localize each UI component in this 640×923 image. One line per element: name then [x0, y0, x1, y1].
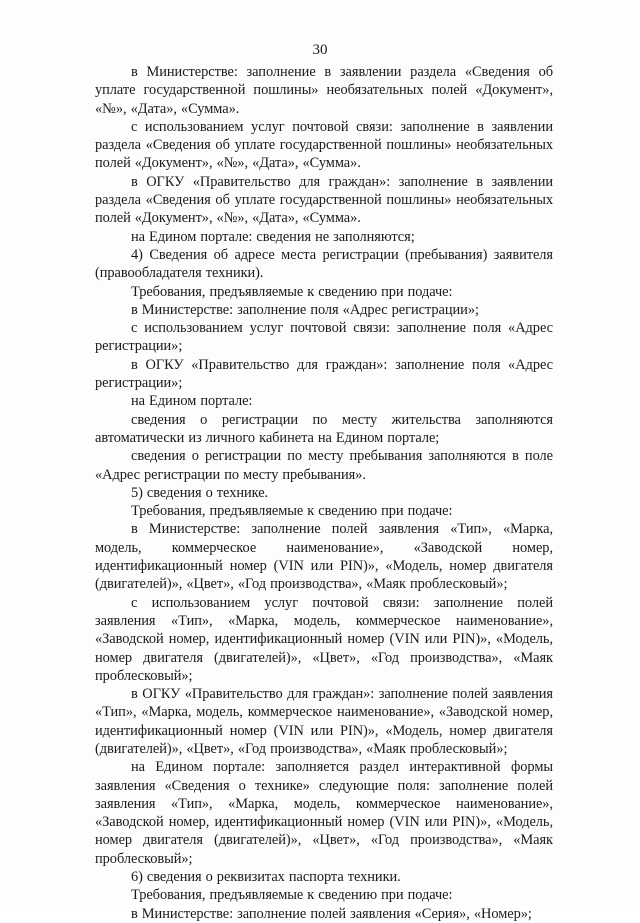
paragraph-requirements-6: Требования, предъявляемые к сведению при подаче:	[131, 887, 453, 904]
paragraph-postal-duty: с использованием услуг почтовой связи: заполнение в заявлении раздела «Сведения об уплате государственной пошлины» необязательных полей «Документ», «№», «Дата», «Сумма».	[95, 118, 553, 172]
paragraph-item-4-heading: 4) Сведения об адресе места регистрации (пребывания) заявителя (правообладателя техники).	[95, 246, 553, 282]
paragraph-portal-duty: на Едином портале: сведения не заполняются;	[131, 228, 415, 245]
paragraph-ministry-address: в Министерстве: заполнение поля «Адрес регистрации»;	[131, 301, 479, 318]
paragraph-requirements-4: Требования, предъявляемые к сведению при подаче:	[131, 283, 453, 300]
paragraph-postal-address: с использованием услуг почтовой связи: заполнение поля «Адрес регистрации»;	[95, 320, 553, 355]
paragraph-ministry-passport: в Министерстве: заполнение полей заявления «Серия», «Номер»;	[131, 905, 532, 922]
paragraph-postal-vehicle: с использованием услуг почтовой связи: заполнение полей заявления «Тип», «Марка, модель, коммерческое наименование», «Заводской номер, идентификационный номер (VIN или PIN)», «Модель, номер двигателя (двигателей)», «Цвет», «Год производства», «Маяк проблесковый»;	[95, 594, 553, 684]
document-body	[95, 63, 553, 923]
paragraph-ministry-vehicle: в Министерстве: заполнение полей заявления «Тип», «Марка, модель, коммерческое наименование», «Заводской номер, идентификационный номер (VIN или PIN)», «Модель, номер двигателя (двигателей)», «Цвет», «Год производства», «Маяк проблесковый»;	[95, 521, 553, 593]
paragraph-residence-auto: сведения о регистрации по месту жительства заполняются автоматически из личного кабинета на Едином портале;	[95, 411, 553, 446]
paragraph-portal-vehicle: на Едином портале: заполняется раздел интерактивной формы заявления «Сведения о технике» следующие поля: заполнение полей заявления «Тип», «Марка, модель, коммерческое наименование», «Заводской номер, идентификационный номер (VIN или PIN)», «Модель, номер двигателя (двигателей)», «Цвет», «Год производства», «Маяк проблесковый»;	[95, 759, 553, 867]
page-number: 30	[312, 42, 328, 58]
paragraph-item-6-heading: 6) сведения о реквизитах паспорта техники.	[131, 869, 401, 886]
paragraph-requirements-5: Требования, предъявляемые к сведению при подаче:	[131, 503, 453, 520]
paragraph-ogku-address: в ОГКУ «Правительство для граждан»: заполнение поля «Адрес регистрации»;	[95, 356, 553, 392]
paragraph-item-5-heading: 5) сведения о технике.	[131, 484, 269, 501]
paragraph-portal-address: на Едином портале:	[131, 393, 253, 410]
paragraph-ogku-duty: в ОГКУ «Правительство для граждан»: заполнение в заявлении раздела «Сведения об уплате государственной пошлины» необязательных полей «Документ», «№», «Дата», «Сумма».	[95, 173, 553, 227]
paragraph-stay-field: сведения о регистрации по месту пребывания заполняются в поле «Адрес регистрации по месту пребывания».	[95, 448, 553, 483]
paragraph-ogku-vehicle: в ОГКУ «Правительство для граждан»: заполнение полей заявления «Тип», «Марка, модель, коммерческое наименование», «Заводской номер, идентификационный номер (VIN или PIN)», «Модель, номер двигателя (двигателей)», «Цвет», «Год производства», «Маяк проблесковый»;	[95, 686, 553, 757]
paragraph-ministry-duty: в Министерстве: заполнение в заявлении раздела «Сведения об уплате государственной пошлины» необязательных полей «Документ», «№», «Дата», «Сумма».	[95, 64, 553, 117]
